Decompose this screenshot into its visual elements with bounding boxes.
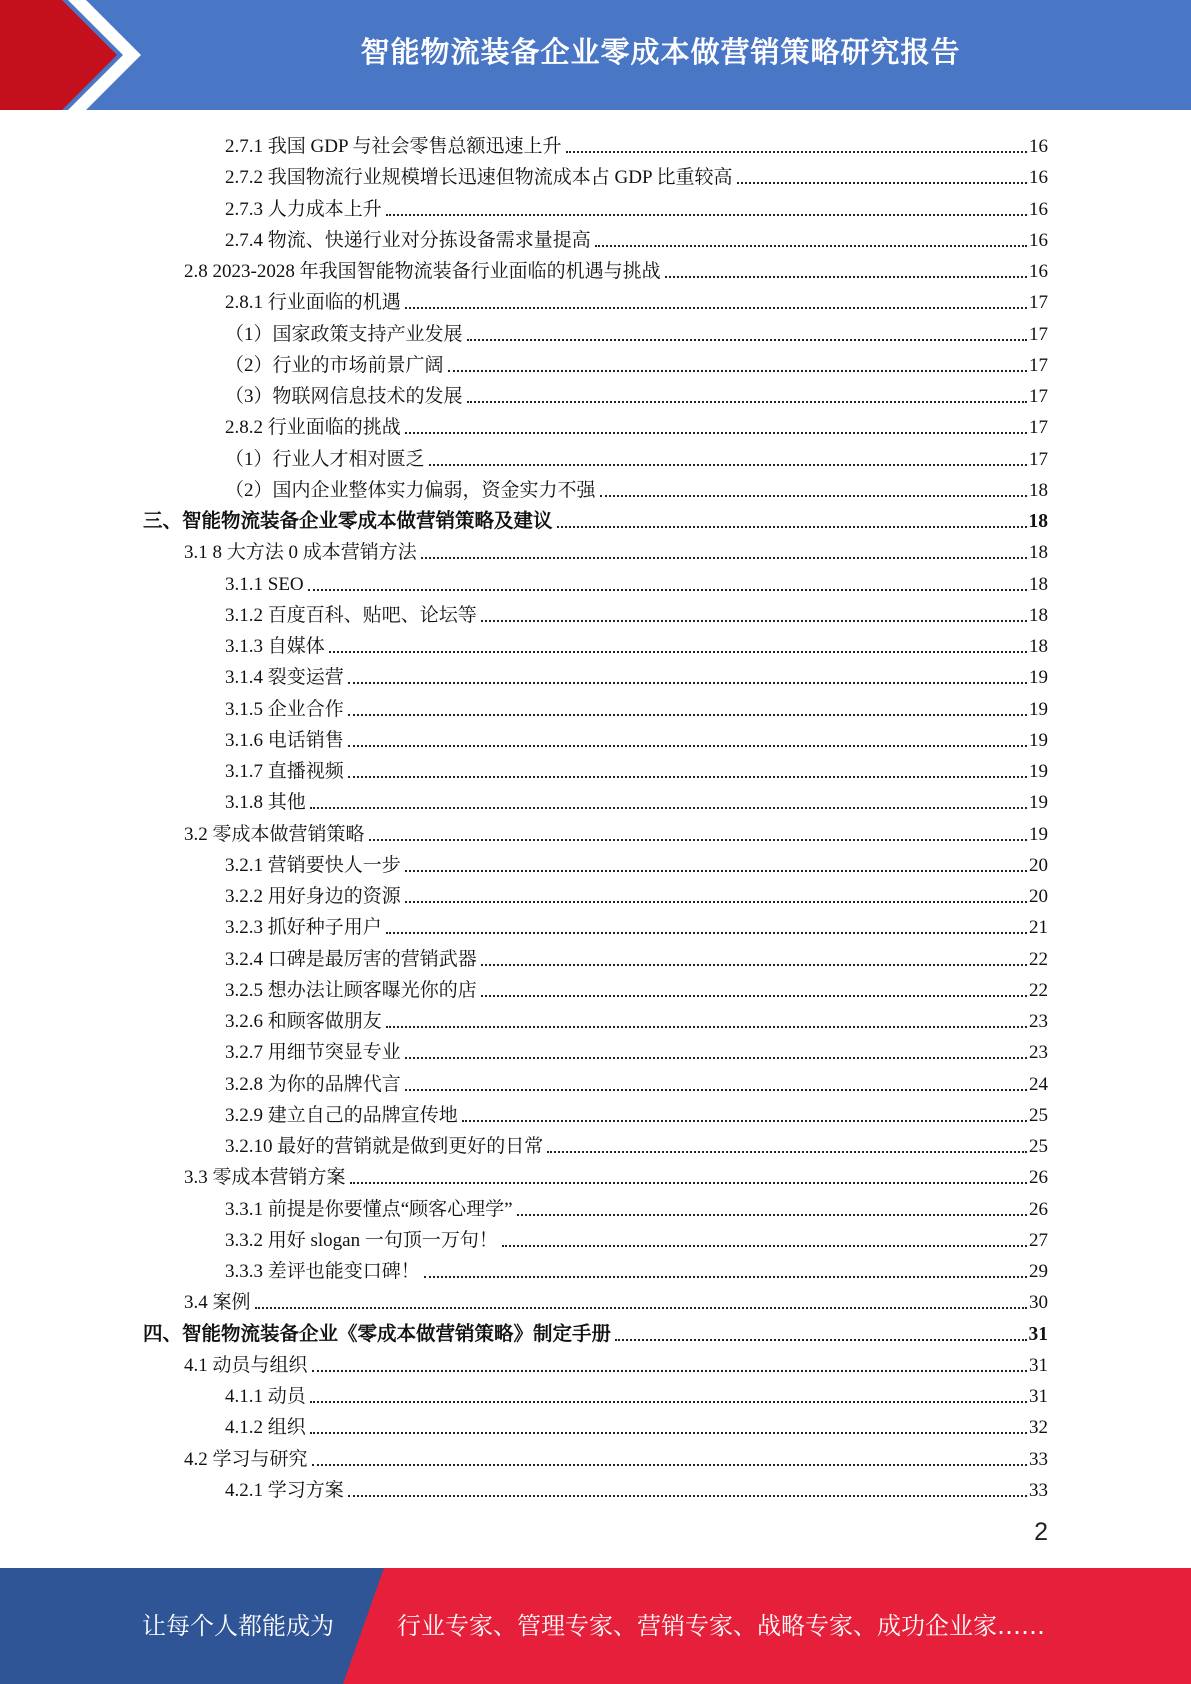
toc-entry[interactable] (225, 1096, 1048, 1127)
toc-entry-page: 17 (1029, 292, 1048, 314)
toc-entry-page: 17 (1029, 417, 1048, 439)
toc-entry-page: 19 (1029, 667, 1048, 689)
toc-entry-title: 3.3.3 差评也能变口碑！ (225, 1261, 420, 1282)
toc-dot-leader (462, 1120, 1027, 1122)
toc-entry[interactable] (225, 440, 1048, 471)
toc-entry-title: 四、智能物流装备企业《零成本做营销策略》制定手册 (143, 1323, 612, 1345)
toc-entry-title: 3.1.7 直播视频 (225, 761, 344, 782)
toc-entry-title: 3.2.5 想办法让顾客曝光你的店 (225, 979, 477, 1001)
toc-entry-page: 17 (1029, 323, 1048, 345)
toc-entry-title: 3.1.4 裂变运营 (225, 667, 344, 689)
toc-entry[interactable] (225, 283, 1048, 314)
toc-entry[interactable] (225, 1252, 1048, 1283)
page-header (0, 0, 1191, 110)
toc-entry[interactable] (225, 721, 1048, 752)
toc-dot-leader (348, 1495, 1027, 1497)
toc-entry-page: 18 (1029, 542, 1048, 564)
toc-entry-page: 31 (1029, 1354, 1048, 1376)
toc-dot-leader (615, 1339, 1026, 1341)
toc-entry[interactable] (143, 1315, 1048, 1346)
toc-entry-title: 三、智能物流装备企业零成本做营销策略及建议 (143, 511, 553, 532)
toc-dot-leader (405, 870, 1027, 872)
toc-entry-page: 16 (1029, 261, 1048, 282)
toc-entry[interactable] (225, 1002, 1048, 1033)
toc-entry-title: 3.1.1 SEO (225, 573, 304, 595)
toc-entry-page: 19 (1029, 792, 1048, 814)
toc-entry-page: 31 (1028, 1323, 1048, 1345)
toc-entry-page: 23 (1029, 1042, 1048, 1064)
toc-entry-page: 33 (1029, 1448, 1048, 1470)
toc-dot-leader (421, 557, 1027, 559)
toc-dot-leader (424, 1276, 1027, 1278)
toc-entry-title: 2.7.4 物流、快递行业对分拣设备需求量提高 (225, 229, 591, 251)
toc-entry-page: 18 (1028, 511, 1048, 532)
toc-dot-leader (405, 1057, 1027, 1059)
toc-dot-leader (566, 151, 1027, 153)
toc-entry[interactable] (225, 783, 1048, 814)
toc-entry-title: 3.1.3 自媒体 (225, 636, 325, 657)
toc-dot-leader (348, 682, 1027, 684)
toc-entry-title: 2.7.3 人力成本上升 (225, 198, 382, 220)
toc-entry-title: 3.2.7 用细节突显专业 (225, 1042, 401, 1064)
toc-entry-page: 22 (1029, 979, 1048, 1001)
toc-entry-title: 3.2.3 抓好种子用户 (225, 917, 382, 939)
toc-dot-leader (429, 464, 1027, 466)
toc-entry[interactable] (225, 627, 1048, 658)
toc-dot-leader (405, 1089, 1027, 1091)
toc-entry-page: 19 (1029, 729, 1048, 751)
toc-entry-page: 26 (1029, 1167, 1048, 1189)
toc-dot-leader (312, 1464, 1027, 1466)
toc-entry[interactable] (225, 1408, 1048, 1439)
toc-entry-page: 30 (1029, 1292, 1048, 1314)
toc-entry-title: （3）物联网信息技术的发展 (225, 386, 463, 407)
toc-dot-leader (405, 432, 1027, 434)
toc-entry[interactable] (225, 971, 1048, 1002)
toc-entry-page: 27 (1029, 1229, 1048, 1251)
toc-dot-leader (448, 370, 1027, 372)
toc-entry-title: 3.2.6 和顾客做朋友 (225, 1011, 382, 1032)
toc-entry-page: 19 (1029, 761, 1048, 782)
toc-entry[interactable] (225, 127, 1048, 158)
footer-slogan-left: 让每个人都能成为 (142, 1612, 334, 1640)
toc-dot-leader (481, 964, 1027, 966)
toc-entry[interactable] (184, 1440, 1048, 1471)
toc-entry-page: 20 (1029, 886, 1048, 907)
toc-entry-title: 3.1.8 其他 (225, 792, 306, 814)
toc-entry-title: 2.8 2023-2028 年我国智能物流装备行业面临的机遇与挑战 (184, 261, 661, 282)
toc-entry[interactable] (225, 940, 1048, 971)
toc-dot-leader (737, 182, 1027, 184)
toc-entry-page: 17 (1029, 448, 1048, 470)
toc-entry[interactable] (225, 221, 1048, 252)
toc-entry[interactable] (184, 252, 1048, 283)
toc-dot-leader (467, 401, 1027, 403)
toc-dot-leader (329, 651, 1027, 653)
toc-entry[interactable] (225, 190, 1048, 221)
toc-entry-title: 3.2 零成本做营销策略 (184, 823, 365, 845)
toc-entry[interactable] (225, 846, 1048, 877)
toc-entry-page: 25 (1029, 1136, 1048, 1157)
toc-entry[interactable] (225, 908, 1048, 939)
toc-dot-leader (350, 1182, 1027, 1184)
toc-entry-page: 25 (1029, 1104, 1048, 1126)
toc-entry[interactable] (143, 502, 1048, 533)
page-number: 2 (1034, 1518, 1048, 1546)
toc-dot-leader (595, 245, 1027, 247)
toc-entry-page: 32 (1029, 1417, 1048, 1439)
toc-entry[interactable] (225, 596, 1048, 627)
toc-entry-page: 26 (1029, 1198, 1048, 1220)
toc-entry-page: 33 (1029, 1479, 1048, 1501)
toc-entry-title: 3.2.4 口碑是最厉害的营销武器 (225, 948, 477, 970)
toc-entry-page: 23 (1029, 1011, 1048, 1032)
toc-dot-leader (600, 495, 1027, 497)
toc-entry-page: 16 (1029, 167, 1048, 189)
toc-entry[interactable] (225, 1033, 1048, 1064)
toc-entry[interactable] (225, 158, 1048, 189)
toc-entry[interactable] (225, 877, 1048, 908)
toc-dot-leader (369, 839, 1027, 841)
toc-dot-leader (665, 276, 1027, 278)
toc-entry-title: 3.2.9 建立自己的品牌宣传地 (225, 1104, 458, 1126)
toc-entry-page: 21 (1029, 917, 1048, 939)
toc-dot-leader (310, 1401, 1027, 1403)
report-title: 智能物流装备企业零成本做营销策略研究报告 (360, 34, 961, 69)
toc-dot-leader (405, 307, 1027, 309)
toc-entry-title: 3.2.2 用好身边的资源 (225, 886, 401, 907)
toc-dot-leader (481, 995, 1027, 997)
toc-entry-page: 16 (1029, 198, 1048, 220)
toc-entry-title: 2.8.2 行业面临的挑战 (225, 417, 401, 439)
toc-entry[interactable] (225, 690, 1048, 721)
page-footer (0, 1568, 1191, 1684)
toc-entry[interactable] (225, 315, 1048, 346)
toc-entry-title: 4.2 学习与研究 (184, 1448, 308, 1470)
toc-dot-leader (481, 620, 1027, 622)
toc-dot-leader (386, 214, 1027, 216)
toc-entry-page: 18 (1029, 636, 1048, 657)
toc-entry-title: 3.1 8 大方法 0 成本营销方法 (184, 542, 417, 564)
toc-entry-page: 18 (1029, 479, 1048, 501)
toc-entry-page: 22 (1029, 948, 1048, 970)
toc-entry-title: 3.2.10 最好的营销就是做到更好的日常 (225, 1136, 544, 1157)
toc-dot-leader (255, 1307, 1027, 1309)
toc-entry-title: 3.1.6 电话销售 (225, 729, 344, 751)
toc-entry-page: 19 (1029, 698, 1048, 720)
toc-entry-page: 19 (1029, 823, 1048, 845)
toc-entry-title: 4.2.1 学习方案 (225, 1479, 344, 1501)
toc-dot-leader (310, 1432, 1027, 1434)
toc-entry-page: 16 (1029, 229, 1048, 251)
toc-dot-leader (502, 1245, 1027, 1247)
toc-entry[interactable] (225, 1065, 1048, 1096)
toc-entry-page: 17 (1029, 354, 1048, 376)
toc-entry-title: 2.7.2 我国物流行业规模增长迅速但物流成本占 GDP 比重较高 (225, 167, 733, 189)
toc-entry-title: 3.2.8 为你的品牌代言 (225, 1073, 401, 1095)
toc-entry-title: 3.1.5 企业合作 (225, 698, 344, 720)
toc-entry-title: 4.1 动员与组织 (184, 1354, 308, 1376)
toc-entry-title: 4.1.2 组织 (225, 1417, 306, 1439)
toc-entry-page: 24 (1029, 1073, 1048, 1095)
toc-entry-page: 20 (1029, 854, 1048, 876)
toc-entry[interactable] (184, 1283, 1048, 1314)
toc-dot-leader (517, 1214, 1027, 1216)
toc-entry-title: 2.7.1 我国 GDP 与社会零售总额迅速上升 (225, 136, 562, 157)
toc-entry[interactable] (225, 1190, 1048, 1221)
toc-dot-leader (467, 339, 1027, 341)
toc-entry-page: 31 (1029, 1386, 1048, 1407)
toc-entry-page: 18 (1029, 573, 1048, 595)
toc-entry-page: 17 (1029, 386, 1048, 407)
toc-entry-title: 3.4 案例 (184, 1292, 251, 1314)
toc-entry[interactable] (225, 1377, 1048, 1408)
toc-entry[interactable] (225, 1221, 1048, 1252)
toc-entry[interactable] (225, 1127, 1048, 1158)
toc-dot-leader (310, 807, 1027, 809)
toc-entry[interactable] (184, 1346, 1048, 1377)
toc-entry-title: 3.1.2 百度百科、贴吧、论坛等 (225, 604, 477, 626)
toc-entry-title: 4.1.1 动员 (225, 1386, 306, 1407)
toc-entry-page: 29 (1029, 1261, 1048, 1282)
toc-dot-leader (348, 745, 1027, 747)
toc-dot-leader (348, 714, 1027, 716)
toc-entry-title: （2）国内企业整体实力偏弱，资金实力不强 (225, 479, 596, 501)
toc-entry-page: 18 (1029, 604, 1048, 626)
toc-entry-title: （1）行业人才相对匮乏 (225, 448, 425, 470)
toc-dot-leader (557, 526, 1027, 528)
toc-entry[interactable] (225, 752, 1048, 783)
toc-entry[interactable] (184, 1158, 1048, 1189)
toc-dot-leader (386, 932, 1027, 934)
toc-dot-leader (308, 589, 1027, 591)
toc-entry[interactable] (184, 533, 1048, 564)
toc-entry[interactable] (225, 377, 1048, 408)
toc-entry[interactable] (225, 408, 1048, 439)
toc-entry[interactable] (184, 815, 1048, 846)
toc-entry[interactable] (225, 471, 1048, 502)
toc-dot-leader (405, 901, 1027, 903)
toc-entry-title: 2.8.1 行业面临的机遇 (225, 292, 401, 314)
toc-entry[interactable] (225, 658, 1048, 689)
toc-dot-leader (386, 1026, 1027, 1028)
toc-entry-title: （1）国家政策支持产业发展 (225, 323, 463, 345)
toc-entry-title: 3.3 零成本营销方案 (184, 1167, 346, 1189)
footer-slogan-right: 行业专家、管理专家、营销专家、战略专家、成功企业家…… (397, 1612, 1045, 1640)
toc-entry-title: 3.3.1 前提是你要懂点“顾客心理学” (225, 1198, 513, 1220)
toc-dot-leader (547, 1151, 1027, 1153)
toc-entry[interactable] (225, 1471, 1048, 1502)
toc-dot-leader (312, 1370, 1027, 1372)
toc-entry[interactable] (225, 346, 1048, 377)
toc-entry-page: 16 (1029, 136, 1048, 157)
toc-entry[interactable] (225, 565, 1048, 596)
toc-entry-title: 3.3.2 用好 slogan 一句顶一万句！ (225, 1229, 498, 1251)
toc-entry-title: （2）行业的市场前景广阔 (225, 354, 444, 376)
toc-dot-leader (348, 776, 1027, 778)
toc-entry-title: 3.2.1 营销要快人一步 (225, 854, 401, 876)
